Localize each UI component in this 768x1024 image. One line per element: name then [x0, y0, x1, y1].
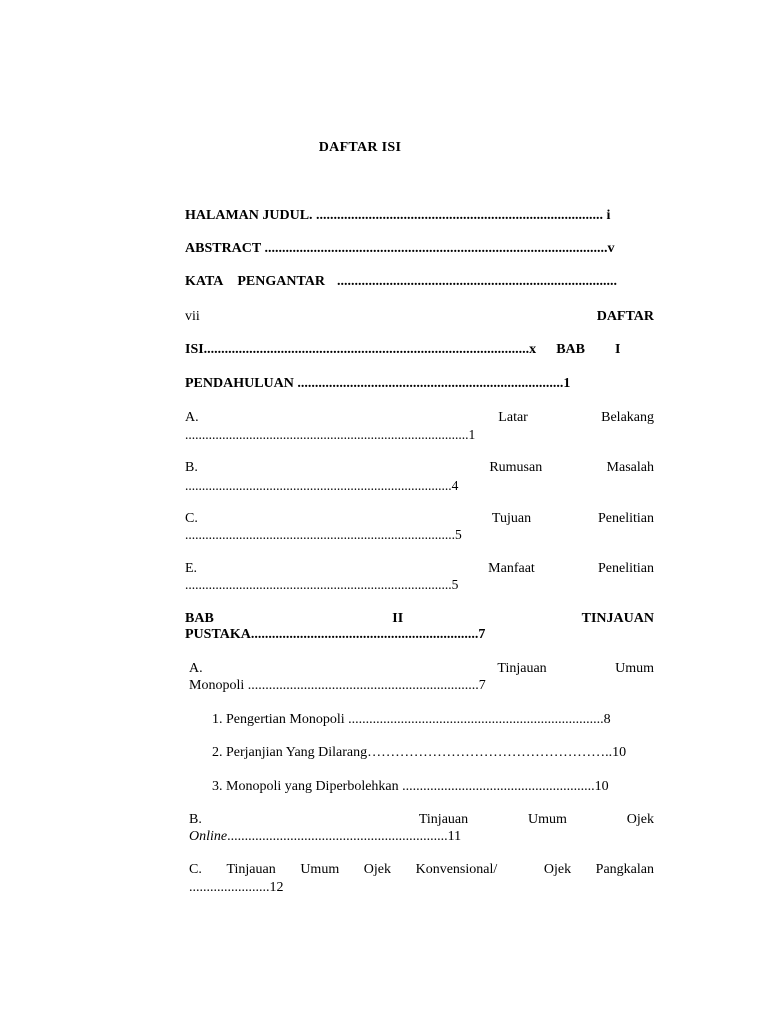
item-word: Tinjauan [497, 661, 547, 676]
toc-entry-halaman-judul: HALAMAN JUDUL. .................................................................................. i [185, 208, 611, 223]
item-word: Pangkalan [595, 862, 654, 877]
page-title: DAFTAR ISI [318, 140, 402, 155]
toc-entry-monopoli: Monopoli ..................................................................7 [189, 678, 486, 693]
item-word: Rumusan [489, 460, 543, 475]
item-word: Ojek [626, 812, 654, 827]
daftar-word: DAFTAR [596, 309, 654, 324]
item-letter: E. [185, 561, 198, 576]
item-word: Belakang [601, 410, 654, 425]
item-letter: A. [189, 661, 203, 676]
kata-word: KATA [185, 274, 224, 289]
item-word: Umum [300, 862, 340, 877]
item-letter: A. [185, 410, 199, 425]
toc-entry-pendahuluan: PENDAHULUAN ............................................................................1 [185, 376, 571, 391]
item-word: Manfaat [488, 561, 535, 576]
toc-entry-kata-pengantar [185, 274, 654, 290]
toc-leader-latar-belakang: ....................................................................................1 [185, 427, 476, 442]
pengantar-word: PENGANTAR [237, 274, 326, 289]
toc-leader-manfaat-penelitian: ...............................................................................5 [185, 577, 459, 592]
item-word: Masalah [606, 460, 654, 475]
toc-entry-tujuan-penelitian [185, 511, 654, 527]
page-number-vii: vii [185, 309, 200, 324]
item-word: Ojek [363, 862, 392, 877]
item-word: Penelitian [598, 561, 654, 576]
isi-entry: ISI.............................................................................................x [185, 342, 537, 357]
toc-sub-pengertian-monopoli: 1. Pengertian Monopoli .........................................................................8 [212, 712, 611, 727]
toc-sub-perjanjian-dilarang: 2. Perjanjian Yang Dilarang……………………………………………..10 [212, 745, 627, 760]
toc-entry-vii-daftar [185, 309, 654, 325]
item-word: Tinjauan [418, 812, 469, 827]
item-word: Tinjauan [226, 862, 276, 877]
item-word: Umum [615, 661, 654, 676]
toc-sub-monopoli-diperbolehkan: 3. Monopoli yang Diperbolehkan .......................................................10 [212, 779, 609, 794]
online-word: Online [189, 829, 228, 844]
toc-leader-tujuan-penelitian: ................................................................................5 [185, 527, 462, 542]
toc-entry-tinjauan-monopoli [189, 661, 654, 677]
toc-entry-isi-bab [185, 342, 654, 358]
toc-entry-online [189, 829, 654, 845]
toc-entry-abstract: ABSTRACT ..................................................................................................v [185, 241, 615, 256]
item-letter: C. [189, 862, 202, 877]
item-word: Latar [498, 410, 528, 425]
toc-entry-tinjauan-ojek-online [189, 812, 654, 828]
item-word: Umum [528, 812, 567, 827]
online-leader: ...............................................................11 [227, 829, 462, 844]
toc-entry-rumusan-masalah [185, 460, 654, 476]
toc-entry-pustaka: PUSTAKA.................................................................7 [185, 627, 486, 642]
toc-entry-latar-belakang [185, 410, 654, 426]
tinjauan-word: TINJAUAN [581, 611, 654, 626]
kata-pengantar-leader: ................................................................................ [337, 274, 618, 289]
item-word: Penelitian [597, 511, 654, 526]
bab-number: I [614, 342, 621, 357]
toc-entry-tinjauan-ojek-konvensional [189, 862, 654, 878]
toc-entry-manfaat-penelitian [185, 561, 654, 577]
bab-word: BAB [556, 342, 585, 357]
toc-leader-ojek-konvensional: .......................12 [189, 880, 284, 895]
bab-word: BAB [185, 611, 214, 626]
item-letter: B. [185, 460, 198, 475]
toc-leader-rumusan-masalah: ...............................................................................4 [185, 478, 459, 493]
item-letter: B. [189, 812, 202, 827]
bab-number: II [392, 611, 404, 626]
item-letter: C. [185, 511, 198, 526]
toc-entry-bab-ii [185, 611, 654, 627]
item-word: Tujuan [491, 511, 532, 526]
item-word: Ojek [543, 862, 572, 877]
item-word: Konvensional/ [415, 862, 498, 877]
